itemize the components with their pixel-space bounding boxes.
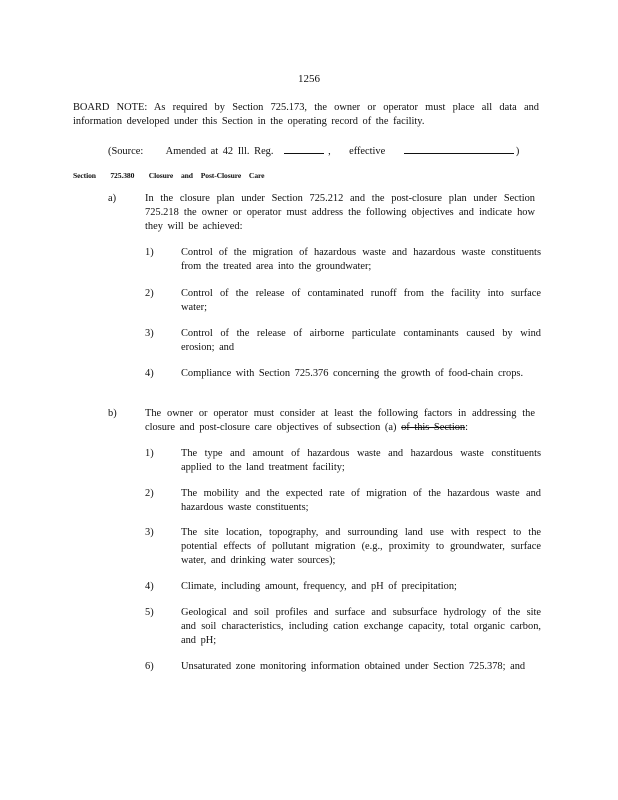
- list-item-text: Climate, including amount, frequency, and pH of precipitation;: [181, 581, 457, 592]
- list-item-text: Unsaturated zone monitoring information obtained under Section 725.378; and: [181, 661, 526, 672]
- list-item-label: 6): [145, 661, 154, 672]
- reg-blank: [284, 142, 324, 154]
- page-number: 1256: [298, 73, 320, 85]
- list-item-text: Geological and soil profiles and surface and subsurface hydrology of the site and soil characteristics, including cation exchange capacity, total organic carbon, and pH;: [181, 607, 541, 646]
- subsection-text-main: The owner or operator must consider at least the following factors in addressing the closure and post-closure care objectives of subsection (a): [145, 408, 535, 433]
- list-item-label: 1): [145, 247, 154, 258]
- list-item-text: Control of the release of contaminated runoff from the facility into surface water;: [181, 288, 541, 313]
- list-item-text: Control of the migration of hazardous waste and hazardous waste constituents from the treated area into the groundwater;: [181, 247, 541, 272]
- source-amended-text: Amended at 42 Ill. Reg.: [165, 146, 274, 157]
- source-close: ): [515, 146, 520, 157]
- subsection-text: [145, 407, 535, 435]
- struck-text: of this Section: [401, 422, 466, 433]
- heading-section-title: Closure and Post-Closure Care: [148, 171, 265, 180]
- source-note: [108, 142, 519, 159]
- list-item-text: The mobility and the expected rate of migration of the hazardous waste and hazardous waste constituents;: [181, 488, 541, 513]
- list-item-text: Control of the release of airborne particulate contaminants caused by wind erosion; and: [181, 328, 541, 353]
- source-effective-text: effective: [349, 146, 386, 157]
- list-item-text: The site location, topography, and surrounding land use with respect to the potential effects of pollutant migration (e.g., proximity to groundwater, surface water, and drinking water sources);: [181, 527, 541, 566]
- list-item-label: 2): [145, 488, 154, 499]
- subsection-label: b): [108, 408, 117, 419]
- heading-section-number: 725.380: [110, 171, 135, 180]
- effective-date-blank: [404, 142, 514, 154]
- list-item-label: 5): [145, 607, 154, 618]
- section-heading: [73, 169, 264, 183]
- list-item-label: 4): [145, 368, 154, 379]
- source-sep: ,: [328, 146, 331, 157]
- list-item-label: 1): [145, 448, 154, 459]
- list-item-label: 3): [145, 328, 154, 339]
- heading-section-word: Section: [73, 171, 96, 180]
- board-note: BOARD NOTE: As required by Section 725.173, the owner or operator must place all data and information developed under this Section in the operating record of the facility.: [73, 102, 539, 127]
- list-item-text: Compliance with Section 725.376 concerning the growth of food-chain crops.: [181, 368, 524, 379]
- subsection-text-end: :: [465, 422, 468, 433]
- subsection-text: In the closure plan under Section 725.212 and the post-closure plan under Section 725.218 the owner or operator must address the following objectives and indicate how they will be achieved:: [145, 193, 535, 232]
- list-item-label: 3): [145, 527, 154, 538]
- list-item-text: The type and amount of hazardous waste and hazardous waste constituents applied to the land treatment facility;: [181, 448, 541, 473]
- source-open: (Source:: [108, 146, 144, 157]
- list-item-label: 2): [145, 288, 154, 299]
- subsection-label: a): [108, 193, 117, 204]
- list-item-label: 4): [145, 581, 154, 592]
